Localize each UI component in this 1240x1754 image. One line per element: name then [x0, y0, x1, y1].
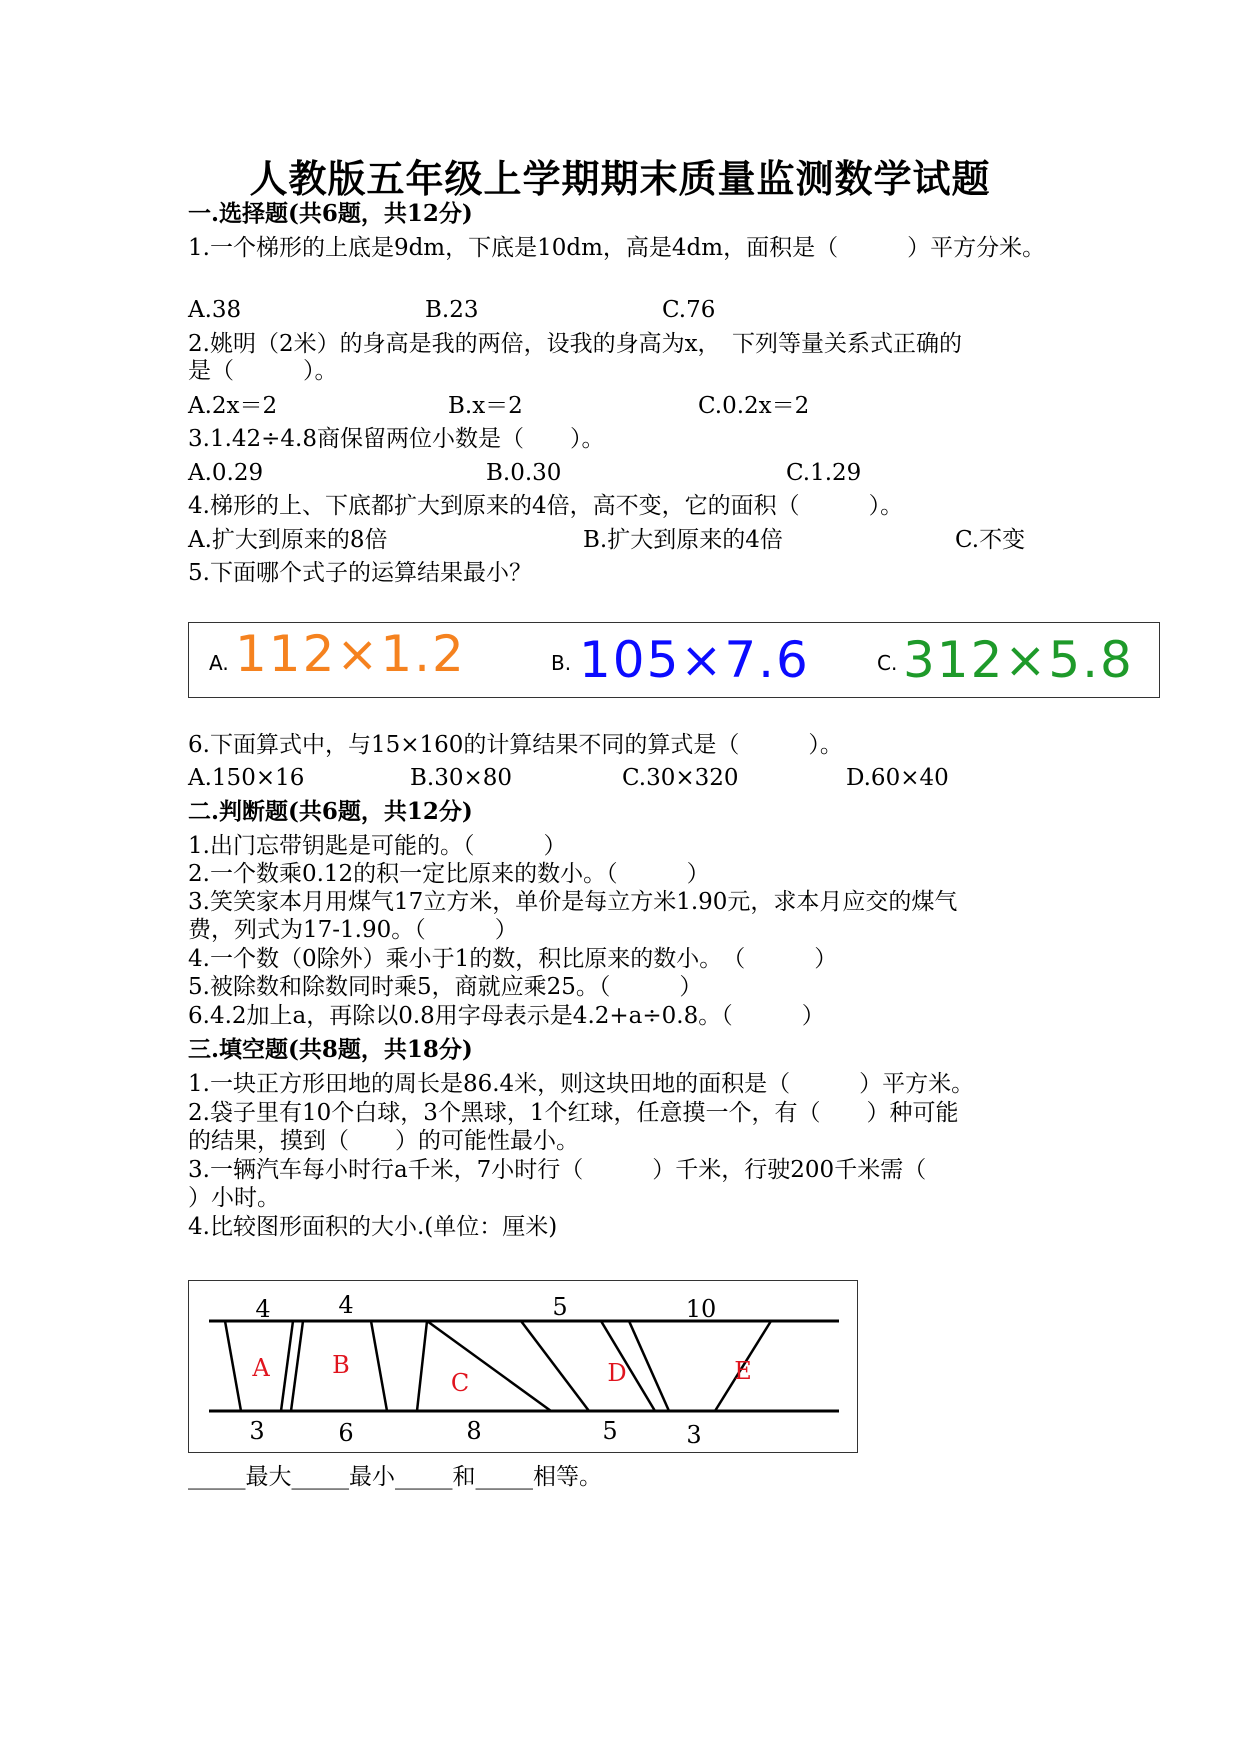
s3-answer-line: _____最大_____最小_____和_____相等。 — [188, 1464, 602, 1490]
q3-text: 3.1.42÷4.8商保留两位小数是（ ）。 — [188, 426, 605, 452]
q5-expr-a: 112×1.2 — [235, 625, 466, 683]
s2-item-2: 2.一个数乘0.12的积一定比原来的数小。（ ） — [188, 861, 710, 887]
shape-label-a: A — [252, 1354, 270, 1382]
q4-text: 4.梯形的上、下底都扩大到原来的4倍，高不变，它的面积（ ）。 — [188, 493, 904, 519]
shape-label-e: E — [734, 1357, 752, 1385]
q6-option-a: A.150×16 — [188, 765, 305, 791]
bottom-label-e: 3 — [686, 1421, 702, 1449]
q3-option-b: B.0.30 — [486, 460, 562, 486]
q2-option-a: A.2x＝2 — [188, 393, 278, 419]
q5-label-a: A. — [209, 651, 229, 675]
q6-text: 6.下面算式中，与15×160的计算结果不同的算式是（ ）。 — [188, 732, 843, 758]
section2-heading: 二.判断题(共6题，共12分) — [188, 798, 473, 825]
s2-item-3a: 3.笑笑家本月用煤气17立方米，单价是每立方米1.90元，求本月应交的煤气 — [188, 889, 958, 915]
q5-text: 5.下面哪个式子的运算结果最小？ — [188, 560, 532, 586]
q6-option-b: B.30×80 — [410, 765, 513, 791]
q5-options-box — [188, 622, 1160, 698]
shape-label-b: B — [332, 1351, 350, 1379]
q1-option-b: B.23 — [425, 297, 479, 323]
shape-a-left-edge — [225, 1321, 241, 1411]
q5-expr-b: 105×7.6 — [579, 631, 810, 689]
q2-option-b: B.x＝2 — [448, 393, 523, 419]
shape-b-right-edge — [371, 1321, 387, 1411]
q5-label-c: C. — [877, 651, 898, 675]
s3-item-4: 4.比较图形面积的大小.(单位：厘米) — [188, 1214, 558, 1240]
section3-heading: 三.填空题(共8题，共18分) — [188, 1036, 473, 1063]
bottom-label-d: 5 — [602, 1417, 618, 1445]
s3-item-3b: ）小时。 — [188, 1185, 280, 1211]
q1-option-c: C.76 — [662, 297, 716, 323]
bottom-label-a: 3 — [249, 1417, 265, 1445]
shape-label-d: D — [607, 1359, 627, 1387]
top-label-b: 4 — [338, 1291, 354, 1319]
s3-item-3a: 3.一辆汽车每小时行a千米，7小时行（ ）千米，行驶200千米需（ — [188, 1157, 927, 1183]
s2-item-1: 1.出门忘带钥匙是可能的。（ ） — [188, 833, 567, 859]
figure-svg — [189, 1281, 856, 1451]
top-label-d: 5 — [552, 1293, 568, 1321]
page-title: 人教版五年级上学期期末质量监测数学试题 — [249, 156, 991, 201]
shape-a-right-edge — [281, 1321, 293, 1411]
q3-option-c: C.1.29 — [786, 460, 862, 486]
q4-option-b: B.扩大到原来的4倍 — [583, 527, 783, 553]
shape-label-c: C — [450, 1369, 470, 1397]
shape-b-left-edge — [291, 1321, 303, 1411]
s3-item-2b: 的结果，摸到（ ）的可能性最小。 — [188, 1128, 579, 1154]
s2-item-3b: 费，列式为17-1.90。（ ） — [188, 917, 518, 943]
q6-option-c: C.30×320 — [622, 765, 739, 791]
top-label-e: 10 — [685, 1295, 717, 1323]
q2-option-c: C.0.2x＝2 — [698, 393, 810, 419]
q4-option-a: A.扩大到原来的8倍 — [188, 527, 388, 553]
q2-line2: 是（ ）。 — [188, 358, 338, 384]
s2-item-5: 5.被除数和除数同时乘5，商就应乘25。（ ） — [188, 974, 703, 1000]
s2-item-4: 4.一个数（0除外）乘小于1的数，积比原来的数小。 （ ） — [188, 946, 838, 972]
q5-expr-c: 312×5.8 — [903, 631, 1134, 689]
shape-c-left-edge — [417, 1321, 427, 1411]
q1-option-a: A.38 — [188, 297, 242, 323]
q1-text: 1.一个梯形的上底是9dm，下底是10dm，高是4dm，面积是（ ）平方分米。 — [188, 235, 1046, 261]
shape-e-left-edge — [629, 1321, 669, 1411]
bottom-label-c: 8 — [466, 1417, 482, 1445]
section1-heading: 一.选择题(共6题，共12分) — [188, 200, 473, 227]
q3-option-a: A.0.29 — [188, 460, 264, 486]
top-label-a: 4 — [255, 1295, 271, 1323]
s3-item-2a: 2.袋子里有10个白球，3个黑球，1个红球，任意摸一个，有（ ）种可能 — [188, 1100, 959, 1126]
q4-option-c: C.不变 — [955, 527, 1026, 553]
q5-label-b: B. — [551, 651, 572, 675]
bottom-label-b: 6 — [338, 1419, 354, 1447]
area-compare-figure — [188, 1280, 858, 1453]
s3-item-1: 1.一块正方形田地的周长是86.4米，则这块田地的面积是（ ）平方米。 — [188, 1071, 975, 1097]
q6-option-d: D.60×40 — [846, 765, 949, 791]
s2-item-6: 6.4.2加上a，再除以0.8用字母表示是4.2+a÷0.8。（ ） — [188, 1003, 825, 1029]
q2-line1: 2.姚明（2米）的身高是我的两倍，设我的身高为x， 下列等量关系式正确的 — [188, 331, 963, 357]
